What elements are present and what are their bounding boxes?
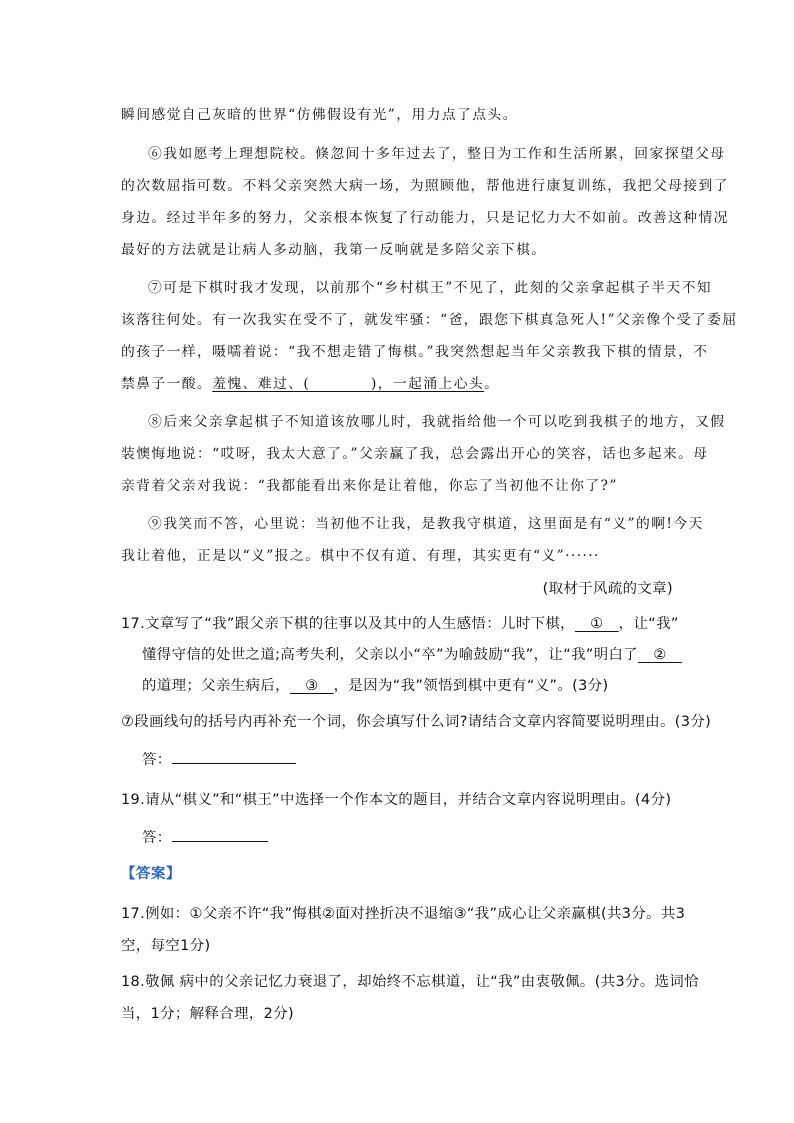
answer-blank-18[interactable] <box>172 749 296 764</box>
question-17-line <box>121 612 679 633</box>
blank-1-label: ① <box>590 616 604 632</box>
blank-2-label: ② <box>653 647 667 663</box>
blank-3-label: ③ <box>305 678 319 694</box>
source-note: (取材于风疏的文章) <box>542 581 673 597</box>
question-19: 19.请从“棋义”和“棋王”中选择一个作本文的题目，并结合文章内容说明理由。(4分) <box>121 792 672 808</box>
question-17-line <box>142 643 682 664</box>
paragraph-7-line: 的孩子一样，嗫嚅着说：“我不想走错了悔棋。”我突然想起当年父亲教我下棋的情景，不 <box>121 344 709 360</box>
question-text: ，是因为“我”领悟到棋中更有“义”。(3分) <box>333 678 609 694</box>
paragraph-7-line: ⑦可是下棋时我才发现，以前那个“乡村棋王”不见了，此刻的父亲拿起棋子半天不知 <box>148 280 712 296</box>
paragraph-6-line: 的次数屈指可数。不料父亲突然大病一场，为照顾他，帮他进行康复训练，我把父母接到了 <box>121 178 729 194</box>
answer-17-line: 17.例如：①父亲不许“我”悔棋②面对挫折决不退缩③“我”成心让父亲赢棋(共3分。共3 <box>121 906 686 922</box>
question-text: 的道理；父亲生病后， <box>142 678 290 694</box>
plain-text: 禁鼻子一酸。 <box>121 376 213 392</box>
question-text: 懂得守信的处世之道;高考失利，父亲以小“卒”为喻鼓励“我”，让“我”明白了 <box>142 647 639 663</box>
question-text: ，让“我” <box>618 616 679 632</box>
answer-blank-19[interactable] <box>172 827 268 842</box>
paragraph-8-line: 装懊悔地说：“哎呀，我太大意了。”父亲赢了我，总会露出开心的笑容，话也多起来。母 <box>121 446 709 462</box>
answer-17-line: 空，每空1分) <box>121 938 211 954</box>
answer-label: 答： <box>142 830 172 846</box>
underlined-sentence: 羞愧、难过、( )，一起涌上心头 <box>212 376 485 392</box>
question-text: 17.文章写了“我”跟父亲下棋的往事以及其中的人生感悟：儿时下棋， <box>121 616 575 632</box>
paragraph-6-line: 身边。经过半年多的努力，父亲根本恢复了行动能力，只是记忆力大不如前。改善这种情况 <box>121 210 729 226</box>
answer-line-19 <box>142 826 268 847</box>
blank-2 <box>638 647 682 663</box>
blank-1 <box>575 616 619 632</box>
paragraph-7-line <box>121 372 499 392</box>
answer-18-line: 18.敬佩 病中的父亲记忆力衰退了，却始终不忘棋道，让“我”由衷敬佩。(共3分。选词恰 <box>121 974 700 990</box>
paragraph-8-line: 亲背着父亲对我说：“我都能看出来你是让着他，你忘了当初他不让你了?” <box>121 478 618 494</box>
answer-header: 【答案】 <box>121 866 181 882</box>
answer-18-line: 当，1分；解释合理，2分) <box>121 1006 295 1022</box>
question-18: ⑦段画线句的括号内再补充一个词，你会填写什么词?请结合文章内容简要说明理由。(3分) <box>121 714 712 730</box>
plain-text: 。 <box>484 376 500 392</box>
paragraph-8-line: ⑧后来父亲拿起棋子不知道该放哪儿时，我就指给他一个可以吃到我棋子的地方，又假 <box>148 414 726 430</box>
answer-line-18 <box>142 748 296 769</box>
paragraph-6-line: 最好的方法就是让病人多动脑，我第一反响就是多陪父亲下棋。 <box>121 242 547 258</box>
paragraph-6-line: ⑥我如愿考上理想院校。倏忽间十多年过去了，整日为工作和生活所累，回家探望父母 <box>148 146 726 162</box>
story-line: 瞬间感觉自己灰暗的世界“仿佛假设有光”，用力点了点头。 <box>121 107 518 123</box>
paragraph-9-line: ⑨我笑而不答，心里说：当初他不让我，是教我守棋道，这里面是有“义”的啊!今天 <box>148 516 704 532</box>
paragraph-7-line: 该落往何处。有一次我实在受不了，就发牢骚：“爸，跟您下棋真急死人!”父亲像个受了委屈 <box>121 312 738 328</box>
question-17-line <box>142 674 609 695</box>
blank-3 <box>290 678 334 694</box>
answer-label: 答： <box>142 752 172 768</box>
paragraph-9-line: 我让着他，正是以“义”报之。棋中不仅有道、有理，其实更有“义”······ <box>121 548 600 564</box>
